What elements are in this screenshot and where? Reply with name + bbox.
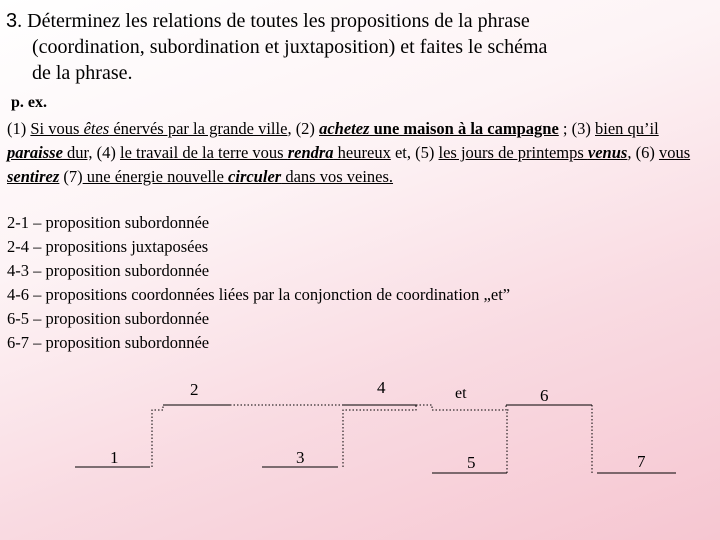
clause-7-text-a: une énergie nouvelle bbox=[82, 167, 229, 186]
clause-4-text-c: heureux bbox=[333, 143, 391, 162]
clause-1-text-c: énervés par la grande ville bbox=[109, 119, 288, 138]
diagram-node-2: 2 bbox=[190, 380, 199, 399]
diagram-node-4: 4 bbox=[377, 378, 386, 397]
diagram-conjunction-et: et bbox=[455, 385, 467, 402]
clause-1-verb: êtes bbox=[83, 119, 110, 138]
relation-item: 4-3 – proposition subordonnée bbox=[7, 261, 210, 280]
clause-1-number: (1) bbox=[7, 119, 27, 138]
clause-7-verb: circuler bbox=[228, 167, 282, 186]
relation-item: 2-4 – propositions juxtaposées bbox=[7, 237, 209, 256]
diagram-node-6: 6 bbox=[540, 386, 549, 405]
diagram-node-7: 7 bbox=[637, 452, 646, 471]
clause-5-text-a: les jours de printemps bbox=[438, 143, 588, 162]
clause-5-number: (5) bbox=[415, 143, 439, 162]
relation-item: 4-6 – propositions coordonnées liées par la conjonction de coordination „et” bbox=[7, 285, 511, 304]
clause-3-verb: paraisse bbox=[7, 143, 63, 162]
clause-2-text: une maison à la campagne bbox=[369, 119, 559, 138]
clause-1-text-a: Si vous bbox=[30, 119, 84, 138]
diagram-connectors bbox=[152, 405, 592, 473]
clause-2-verb: achetez bbox=[319, 119, 370, 138]
separator-5: , bbox=[627, 143, 636, 162]
separator-1: , bbox=[287, 119, 296, 138]
connector-4-3 bbox=[343, 405, 416, 467]
relation-item: 6-7 – proposition subordonnée bbox=[7, 333, 210, 352]
clause-4-verb: rendra bbox=[287, 143, 334, 162]
clause-7-number: (7) bbox=[59, 167, 83, 186]
clause-3-text-a: bien qu’il bbox=[595, 119, 659, 138]
clause-6-verb: sentirez bbox=[7, 167, 60, 186]
diagram-node-5: 5 bbox=[467, 453, 476, 472]
clause-6-text-a: vous bbox=[658, 143, 691, 162]
clause-4-number: (4) bbox=[92, 143, 121, 162]
connector-4-6 bbox=[416, 405, 506, 410]
title-line-3: de la phrase. bbox=[32, 62, 133, 84]
connector-2-1 bbox=[152, 405, 163, 467]
clause-4-text-a: le travail de la terre vous bbox=[120, 143, 288, 162]
example-label: p. ex. bbox=[11, 94, 47, 111]
clause-3-text-c: dur, bbox=[62, 143, 93, 162]
diagram-node-3: 3 bbox=[296, 448, 305, 467]
relation-item: 2-1 – proposition subordonnée bbox=[7, 213, 210, 232]
conjunction-et: et, bbox=[390, 143, 416, 162]
clause-6-number: (6) bbox=[635, 143, 659, 162]
exercise-number: 3 bbox=[6, 10, 18, 32]
separator-2: ; bbox=[558, 119, 568, 138]
connector-6-5 bbox=[507, 410, 510, 473]
title-line-1: . Déterminez les relations de toutes les propositions de la phrase bbox=[17, 10, 530, 32]
relation-item: 6-5 – proposition subordonnée bbox=[7, 309, 210, 328]
title-line-2: (coordination, subordination et juxtaposition) et faites le schéma bbox=[32, 36, 548, 58]
clause-7-text-c: dans vos veines. bbox=[281, 167, 394, 186]
clause-2-number: (2) bbox=[295, 119, 320, 138]
clause-3-number: (3) bbox=[571, 119, 595, 138]
clause-5-verb: venus bbox=[587, 143, 628, 162]
diagram-lines bbox=[75, 405, 676, 473]
diagram-node-1: 1 bbox=[110, 448, 119, 467]
